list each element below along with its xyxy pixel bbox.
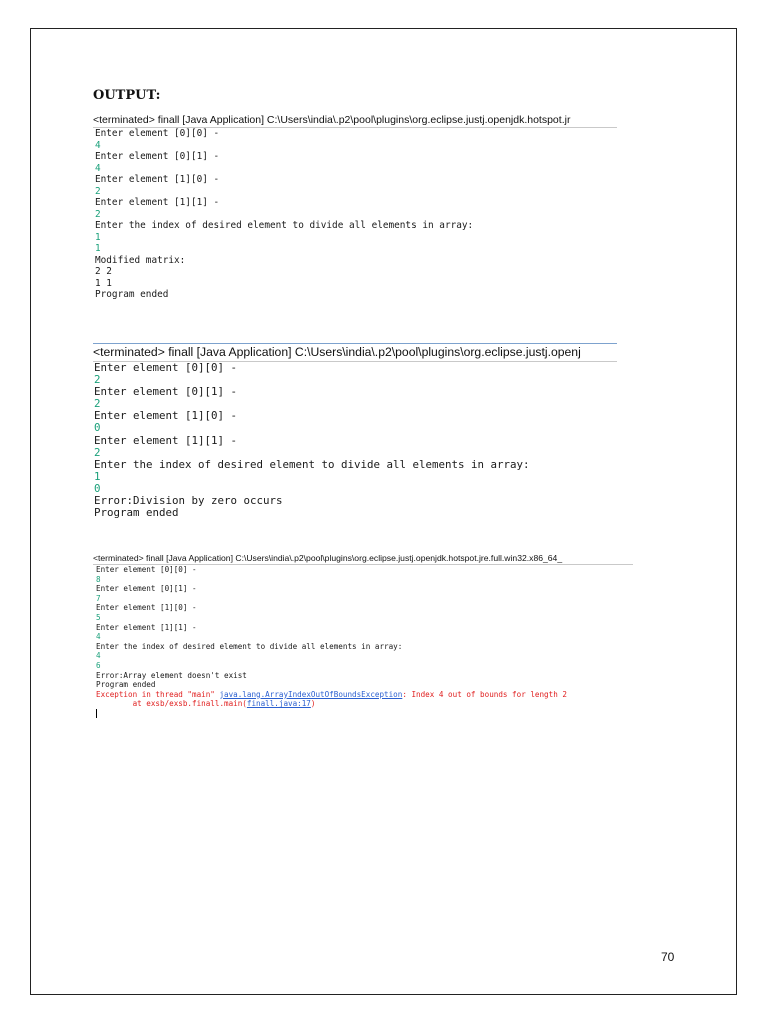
console-input-line: 0 xyxy=(94,481,101,495)
console-body xyxy=(93,565,633,741)
console-input-line: 6 xyxy=(96,660,101,670)
console-line: Enter element [0][0] - xyxy=(95,128,220,139)
console-line: Enter the index of desired element to divide all elements in array: xyxy=(95,220,474,231)
console-input-line: 1 xyxy=(95,231,101,243)
console-body xyxy=(93,128,617,301)
exception-line xyxy=(96,690,633,700)
console-input-line: 2 xyxy=(94,445,101,459)
console-header: <terminated> finall [Java Application] C:\Users\india\.p2\pool\plugins\org.eclipse.justj.openjdk.hotspot.jr xyxy=(93,113,617,128)
exception-class-link[interactable]: java.lang.ArrayIndexOutOfBoundsException xyxy=(219,689,403,699)
console-input-line: 4 xyxy=(95,162,101,174)
console-input-line: 1 xyxy=(95,243,101,254)
page-number: 70 xyxy=(661,950,675,964)
console-line: Enter element [1][1] - xyxy=(94,433,238,447)
exception-prefix: Exception in thread "main" xyxy=(96,689,220,699)
page-heading: OUTPUT: xyxy=(93,88,161,103)
console-line: Program ended xyxy=(95,289,169,300)
console-line: Enter element [1][1] - xyxy=(96,622,197,632)
console-line: Enter element [1][1] - xyxy=(95,197,220,208)
console-line: Error:Array element doesn't exist xyxy=(96,670,247,680)
console-input-line: 4 xyxy=(96,651,101,661)
console-line: Error:Division by zero occurs xyxy=(94,494,283,508)
console-output-3 xyxy=(93,552,633,741)
console-line: Enter the index of desired element to divide all elements in array: xyxy=(96,641,403,651)
console-line: Program ended xyxy=(96,680,156,690)
console-line: Program ended xyxy=(94,506,179,520)
console-line: Enter element [0][0] - xyxy=(94,361,238,374)
console-line: Modified matrix: xyxy=(95,254,186,266)
console-input-line: 4 xyxy=(95,139,101,151)
console-line: Enter element [1][0] - xyxy=(95,174,220,185)
text-cursor xyxy=(96,709,97,718)
console-input-line: 2 xyxy=(95,185,101,197)
console-line: 2 2 xyxy=(95,266,112,277)
stack-trace-line xyxy=(96,699,633,709)
console-output-1 xyxy=(93,113,617,301)
console-header: <terminated> finall [Java Application] C:\Users\india\.p2\pool\plugins\org.eclipse.justj.openjdk.hotspot.jre.full.win32.x86_64_ xyxy=(93,552,633,565)
console-input-line: 5 xyxy=(96,612,101,622)
console-line: Enter the index of desired element to divide all elements in array: xyxy=(94,457,530,471)
console-line: Enter element [1][0] - xyxy=(96,603,197,613)
console-line: Enter element [1][0] - xyxy=(94,409,238,423)
trace-source-link[interactable]: finall.java:17 xyxy=(246,699,311,709)
console-input-line: 2 xyxy=(95,208,101,220)
trace-suffix: ) xyxy=(310,699,316,709)
console-line: Enter element [0][1] - xyxy=(95,151,220,162)
console-line: 1 1 xyxy=(95,277,112,289)
trace-prefix: at exsb/exsb.finall.main( xyxy=(96,699,247,709)
console-input-line: 0 xyxy=(94,421,101,435)
exception-message: : Index 4 out of bounds for length 2 xyxy=(402,689,567,699)
console-line: Enter element [0][1] - xyxy=(96,584,197,594)
console-body xyxy=(93,362,617,519)
console-output-2 xyxy=(93,343,617,519)
cursor-line xyxy=(96,709,633,719)
console-input-line: 1 xyxy=(94,469,101,483)
console-input-line: 2 xyxy=(94,373,101,387)
console-header: <terminated> finall [Java Application] C:\Users\india\.p2\pool\plugins\org.eclipse.justj.openj xyxy=(93,343,617,362)
console-line: Enter element [0][0] - xyxy=(96,565,197,574)
console-input-line: 8 xyxy=(96,574,101,584)
console-input-line: 4 xyxy=(96,632,101,642)
console-line: Enter element [0][1] - xyxy=(94,385,238,399)
console-input-line: 7 xyxy=(96,593,101,603)
console-input-line: 2 xyxy=(94,397,101,411)
